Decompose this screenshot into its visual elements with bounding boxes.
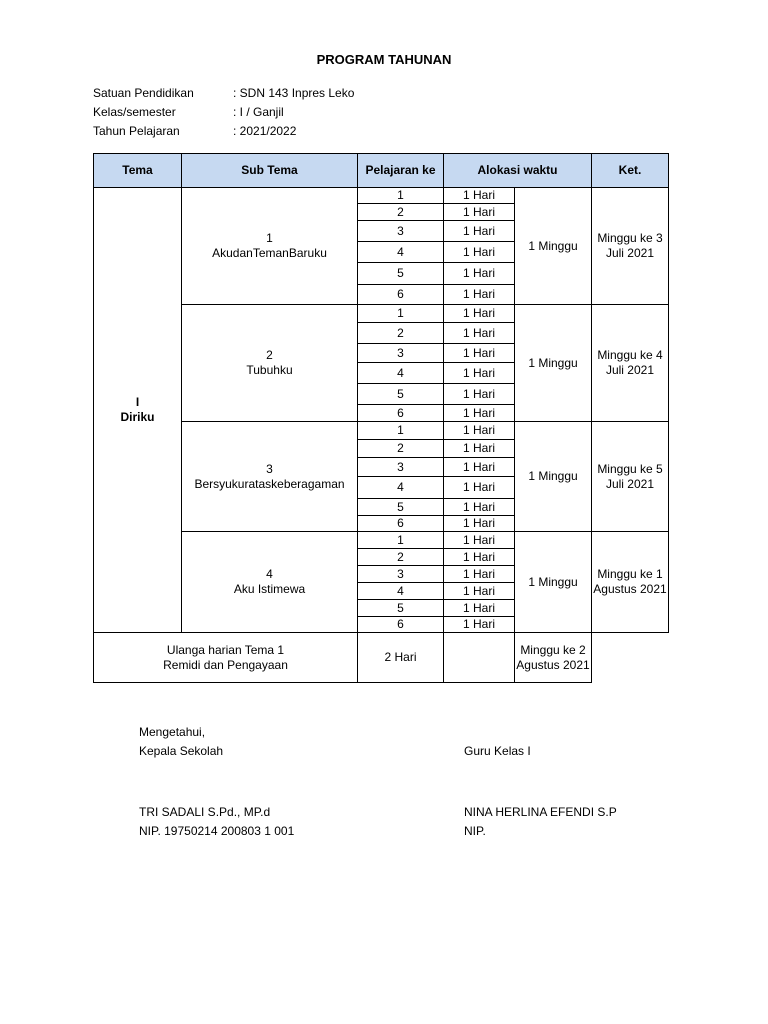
lesson-number: 4: [358, 583, 444, 600]
alokasi-cell: 1 Minggu: [515, 422, 592, 532]
info-row-tahun: [93, 122, 354, 141]
subtema-name: Aku Istimewa: [233, 582, 306, 596]
lesson-number: 5: [358, 499, 444, 516]
lesson-time: 1 Hari: [444, 600, 515, 617]
header-pelajaran: Pelajaran ke: [358, 154, 444, 188]
lesson-time: 1 Hari: [444, 242, 515, 263]
table-row: [94, 188, 669, 204]
subtema-name: Bersyukurataskeberagaman: [194, 476, 345, 491]
tema-cell: [94, 188, 182, 633]
lesson-time: 1 Hari: [444, 384, 515, 405]
lesson-number: 1: [358, 422, 444, 440]
final-time: 2 Hari: [358, 633, 444, 683]
lesson-time: 1 Hari: [444, 363, 515, 384]
sig-left-line2: Kepala Sekolah: [139, 744, 224, 758]
ket-cell: Minggu ke 1 Agustus 2021: [592, 532, 669, 633]
lesson-time: 1 Hari: [444, 458, 515, 477]
lesson-number: 4: [358, 363, 444, 384]
program-table: [93, 153, 669, 683]
alokasi-cell: 1 Minggu: [515, 188, 592, 305]
ket-cell: Minggu ke 4 Juli 2021: [592, 305, 669, 422]
signature-right-heading: [464, 742, 531, 761]
lesson-time: 1 Hari: [444, 617, 515, 633]
table-body: [94, 188, 669, 683]
lesson-time: 1 Hari: [444, 499, 515, 516]
lesson-number: 3: [358, 344, 444, 363]
table-row-final: [94, 633, 669, 683]
final-empty-cell: [444, 633, 515, 683]
lesson-time: 1 Hari: [444, 532, 515, 549]
lesson-number: 1: [358, 532, 444, 549]
lesson-time: 1 Hari: [444, 549, 515, 566]
lesson-number: 3: [358, 566, 444, 583]
lesson-time: 1 Hari: [444, 188, 515, 204]
subtema-number: 3: [266, 461, 273, 476]
lesson-number: 2: [358, 323, 444, 344]
final-description: [94, 633, 358, 683]
subtema-number: 2: [266, 348, 273, 362]
lesson-time: 1 Hari: [444, 323, 515, 344]
subtema-cell: [182, 532, 358, 633]
lesson-time: 1 Hari: [444, 477, 515, 499]
lesson-number: 1: [358, 305, 444, 323]
lesson-number: 5: [358, 384, 444, 405]
lesson-time: 1 Hari: [444, 204, 515, 221]
signature-left-heading: [139, 723, 223, 761]
ket-cell: Minggu ke 3 Juli 2021: [592, 188, 669, 305]
info-row-kelas: [93, 103, 354, 122]
info-value: : 2021/2022: [233, 124, 297, 138]
info-label: Satuan Pendidikan: [93, 86, 194, 100]
sig-left-nip: NIP. 19750214 200803 1 001: [139, 824, 295, 838]
info-block: [93, 84, 354, 141]
info-value: : I / Ganjil: [233, 105, 284, 119]
alokasi-cell: 1 Minggu: [515, 532, 592, 633]
lesson-time: 1 Hari: [444, 263, 515, 285]
lesson-number: 6: [358, 617, 444, 633]
sig-right-name: NINA HERLINA EFENDI S.P: [464, 805, 617, 819]
lesson-number: 6: [358, 405, 444, 422]
subtema-number: 1: [266, 231, 273, 245]
sig-right-nip: NIP.: [464, 824, 486, 838]
ket-cell: Minggu ke 5 Juli 2021: [592, 422, 669, 532]
header-alokasi: Alokasi waktu: [444, 154, 592, 188]
signature-left-name-block: [139, 803, 294, 841]
lesson-time: 1 Hari: [444, 405, 515, 422]
lesson-number: 6: [358, 285, 444, 305]
lesson-time: 1 Hari: [444, 344, 515, 363]
lesson-time: 1 Hari: [444, 516, 515, 532]
lesson-time: 1 Hari: [444, 305, 515, 323]
lesson-number: 5: [358, 600, 444, 617]
lesson-time: 1 Hari: [444, 440, 515, 458]
info-label: Kelas/semester: [93, 105, 176, 119]
final-ket: Minggu ke 2 Agustus 2021: [515, 633, 592, 683]
tema-number: I: [135, 395, 140, 409]
table-header-row: [94, 154, 669, 188]
subtema-cell: [182, 305, 358, 422]
info-label: Tahun Pelajaran: [93, 124, 180, 138]
lesson-number: 4: [358, 477, 444, 499]
lesson-number: 3: [358, 221, 444, 242]
info-value: : SDN 143 Inpres Leko: [233, 86, 355, 100]
tema-name: Diriku: [120, 410, 155, 424]
header-ket: Ket.: [592, 154, 669, 188]
lesson-number: 2: [358, 204, 444, 221]
final-line2: Remidi dan Pengayaan: [163, 657, 288, 672]
sig-right-line1: Guru Kelas I: [464, 744, 531, 758]
subtema-name: AkudanTemanBaruku: [212, 246, 327, 260]
subtema-name: Tubuhku: [246, 363, 293, 377]
sig-left-name: TRI SADALI S.Pd., MP.d: [139, 805, 271, 819]
lesson-number: 6: [358, 516, 444, 532]
header-tema: Tema: [94, 154, 182, 188]
lesson-number: 1: [358, 188, 444, 204]
document-title: PROGRAM TAHUNAN: [316, 52, 452, 67]
lesson-number: 3: [358, 458, 444, 477]
lesson-number: 2: [358, 549, 444, 566]
lesson-time: 1 Hari: [444, 583, 515, 600]
alokasi-cell: 1 Minggu: [515, 305, 592, 422]
lesson-time: 1 Hari: [444, 566, 515, 583]
subtema-cell: [182, 188, 358, 305]
subtema-number: 4: [266, 567, 273, 581]
subtema-cell: [182, 422, 358, 532]
final-line1: Ulanga harian Tema 1: [166, 642, 285, 657]
lesson-number: 5: [358, 263, 444, 285]
lesson-time: 1 Hari: [444, 422, 515, 440]
signature-right-name-block: [464, 803, 617, 841]
lesson-number: 2: [358, 440, 444, 458]
lesson-time: 1 Hari: [444, 221, 515, 242]
header-subtema: Sub Tema: [182, 154, 358, 188]
lesson-time: 1 Hari: [444, 285, 515, 305]
lesson-number: 4: [358, 242, 444, 263]
info-row-satuan: [93, 84, 354, 103]
sig-left-line1: Mengetahui,: [139, 725, 206, 739]
